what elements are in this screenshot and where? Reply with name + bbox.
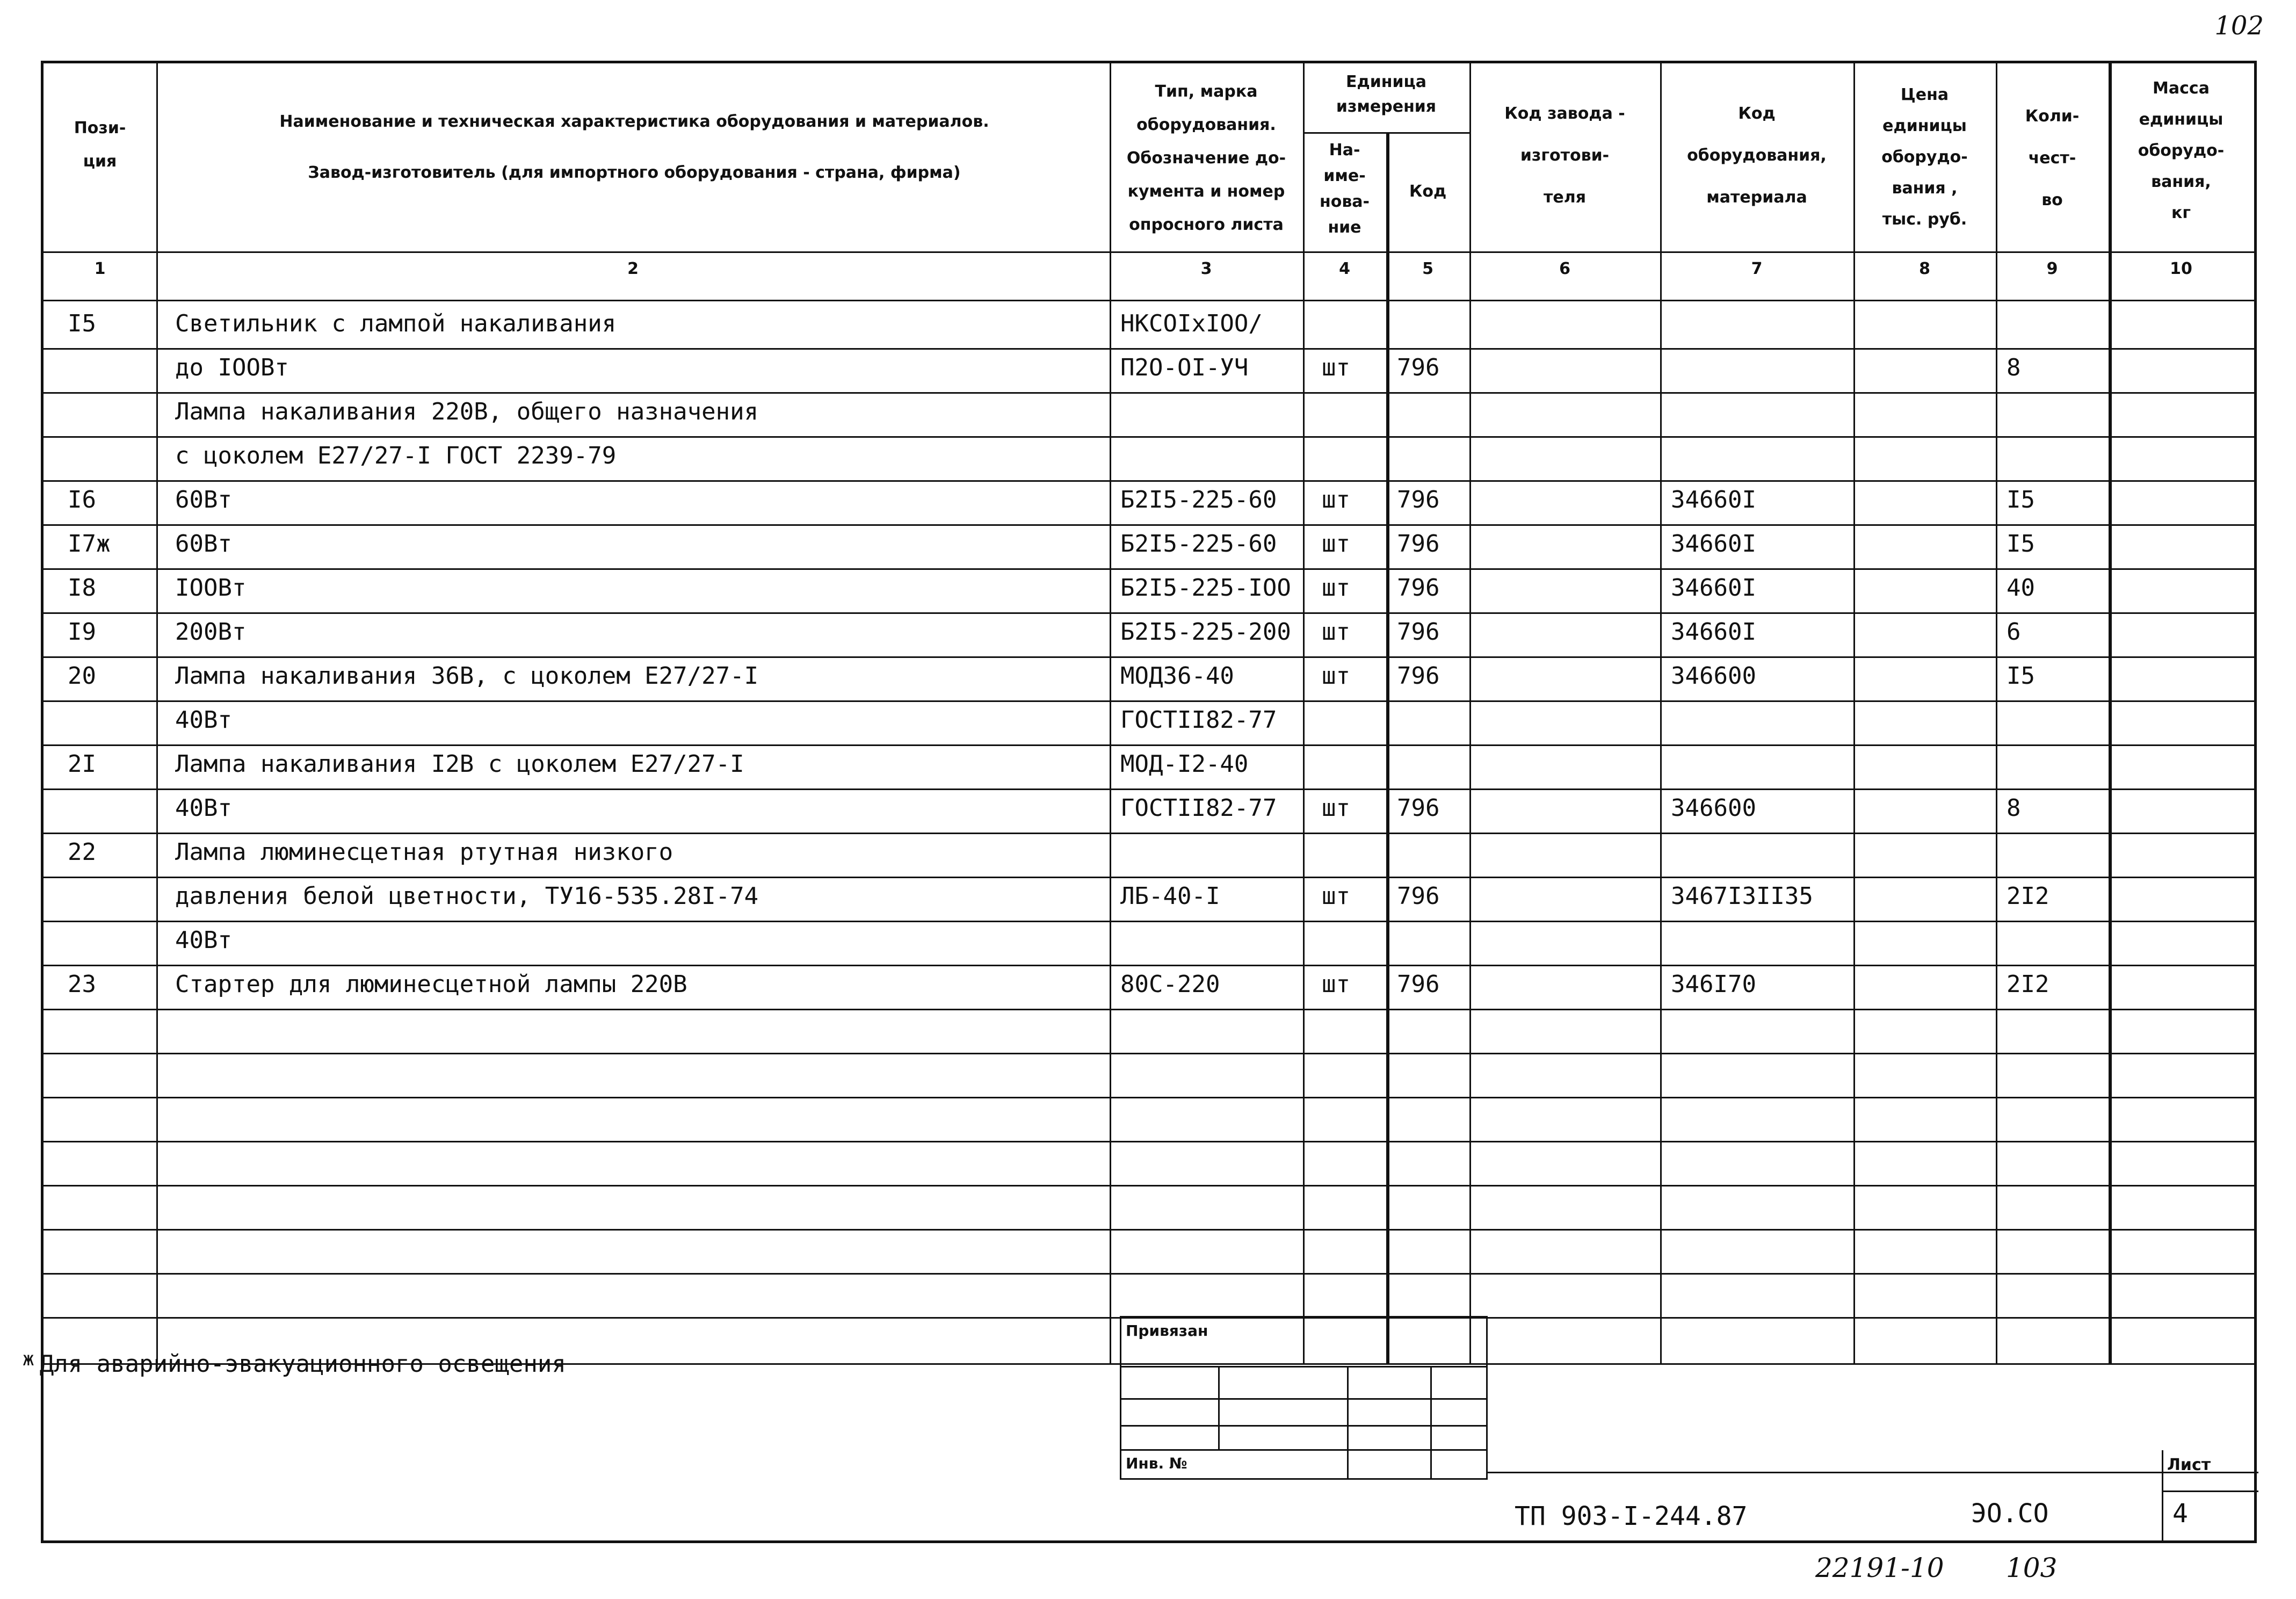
colnum-10: 10 [2170, 259, 2192, 278]
document-section: ЭО.СО [1971, 1499, 2049, 1529]
archive-number: 22191-10 [1815, 1552, 1944, 1583]
colnum-5: 5 [1422, 259, 1433, 278]
header-type: Тип, марка оборудования. Обозначение до- кумента и номер опросного листа [1126, 82, 1286, 234]
sheet-number: 4 [2172, 1499, 2188, 1529]
header-quantity: Коли- чест- во [2025, 107, 2080, 209]
binding-stamp [1120, 1316, 1488, 1480]
archive-page: 103 [2006, 1552, 2058, 1583]
header-price: Цена единицы оборудо- вания , тыс. руб. [1881, 85, 1968, 229]
sheet-label: Лист [2167, 1456, 2211, 1474]
header-unit: Единица измерения [1336, 73, 1437, 116]
table-header [44, 63, 2254, 251]
page-number: 102 [2214, 11, 2264, 41]
footnote [23, 1348, 566, 1378]
footnote-text: Для аварийно-эвакуационного освещения [39, 1350, 566, 1378]
colnum-2: 2 [627, 259, 639, 278]
header-name-line2: Завод-изготовитель (для импортного оборудования - страна, фирма) [308, 163, 961, 182]
document-code: ТП 903-I-244.87 [1515, 1501, 1748, 1531]
header-plant-code: Код завода - изготови- теля [1504, 104, 1625, 207]
colnum-3: 3 [1200, 259, 1212, 278]
header-unit-name: На- име- нова- ние [1319, 141, 1370, 237]
colnum-7: 7 [1751, 259, 1763, 278]
header-unit-code: Код [1409, 182, 1447, 201]
colnum-6: 6 [1559, 259, 1570, 278]
stamp-inventory-label: Инв. № [1126, 1455, 1187, 1472]
header-name-line1: Наименование и техническая характеристика оборудования и материалов. [279, 112, 989, 131]
colnum-9: 9 [2046, 259, 2058, 278]
header-position: Пози- ция [74, 119, 126, 171]
specification-sheet: Пози- ция Наименование и техническая характеристика оборудования и материалов. Завод-изготовитель (для импортного оборудования - страна, фирма) Тип, марка оборудования. Обозначение до- кумента и номер опросного листа Единица измерения На- име- нова- ние Код Код завода - изготови- теля Код оборудования, материала Цена единицы оборудо- вания , тыс. руб. Коли- чест- во Масса единицы оборудо- вания, кг 1 2 3 4 5 6 7 8 9 10 I5 Светильник с лампой накаливания НКСОIxIOO/ до IOOBт П2О-OI-УЧ шт 796 8 Лампа накаливания 220В, общего назначения с цоколем Е27/27-I ГОСТ 2239-79 I6 60Вт Б2I5-225-60 шт 796 34660I I5 I7ж 60Вт Б2I5-225-60 шт 796 34660I I5 I8 IOOВт Б2I5-225-IOO шт 796 34660I 40 I9 200Вт Б2I5-225-200 шт 796 34660I 6 20 Лампа накаливания 36В, с цоколем Е27/27-I МОД36-40 шт 796 346600 I5 40Вт ГОСТII82-77 2I Лампа накаливания I2В с цоколем Е27/27-I МОД-I2-40 40Вт ГОСТII82-77 шт 796 346600 8 22 Лампа люминесцетная ртутная низкого давления белой цветности, ТУ16-535.28I-74 ЛБ-40-I шт 796 3467I3II35 2I2 40Вт 23 Стартер для люминесцетной лампы 220В 80С-220 шт 796 346I70 2I2 [41, 61, 2257, 1543]
footnote-mark: ж [23, 1348, 34, 1370]
colnum-4: 4 [1339, 259, 1350, 278]
colnum-8: 8 [1919, 259, 1930, 278]
colnum-1: 1 [94, 259, 106, 278]
header-mass: Масса единицы оборудо- вания, кг [2138, 79, 2225, 222]
stamp-attached-label: Привязан [1126, 1322, 1208, 1340]
header-material-code: Код оборудования, материала [1687, 104, 1827, 207]
